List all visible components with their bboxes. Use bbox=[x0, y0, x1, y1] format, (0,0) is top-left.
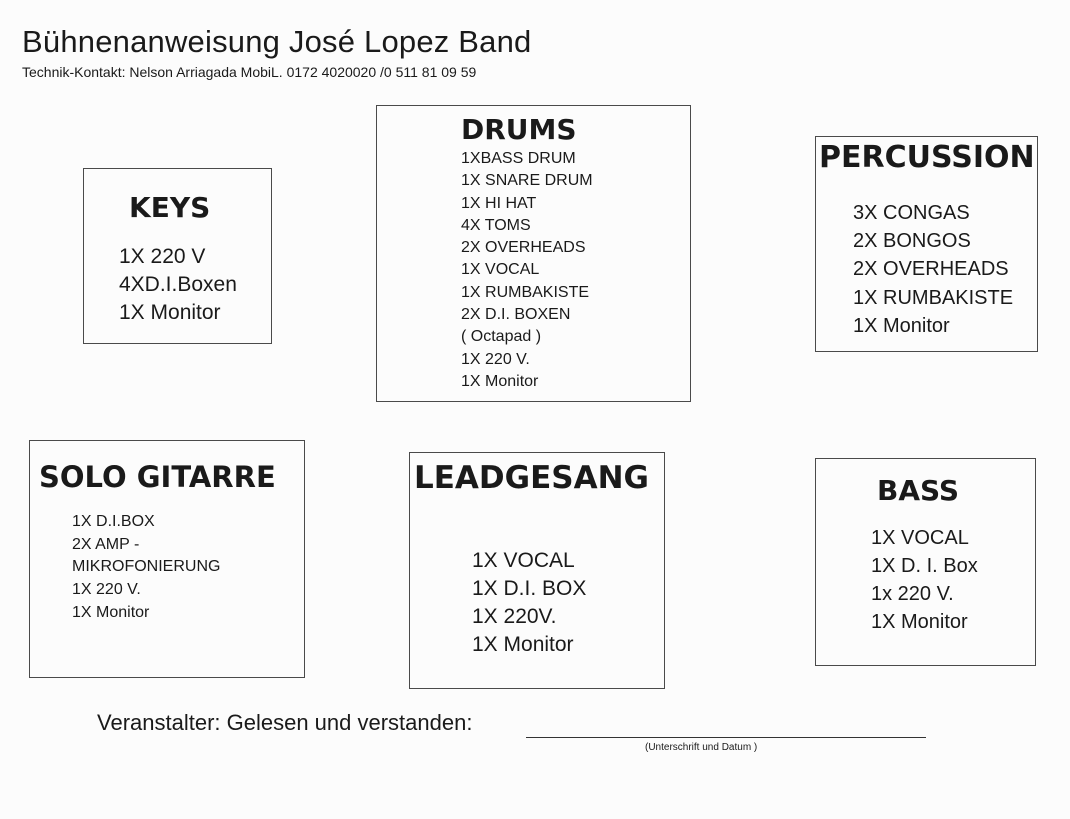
equipment-item: 2X BONGOS bbox=[853, 230, 971, 253]
equipment-list bbox=[871, 524, 978, 636]
equipment-item: 1X RUMBAKISTE bbox=[461, 283, 590, 301]
equipment-item: 1X D.I. BOX bbox=[472, 577, 587, 600]
equipment-item: 2X AMP - bbox=[72, 535, 140, 553]
drums-section bbox=[376, 105, 691, 402]
equipment-item: 1X 220 V bbox=[119, 245, 206, 268]
equipment-item: 1X VOCAL bbox=[461, 261, 540, 279]
technical-contact: Technik-Kontakt: Nelson Arriagada MobiL. 0172 4020020 /0 511 81 09 59 bbox=[22, 64, 477, 80]
document-title: Bühnenanweisung José Lopez Band bbox=[22, 24, 532, 59]
equipment-list bbox=[461, 148, 593, 393]
equipment-item: 1X VOCAL bbox=[472, 549, 575, 572]
section-heading: KEYS bbox=[129, 191, 211, 224]
section-heading: SOLO GITARRE bbox=[39, 460, 276, 494]
signature-caption: (Unterschrift und Datum ) bbox=[645, 742, 758, 753]
equipment-item: 1XBASS DRUM bbox=[461, 150, 576, 167]
percussion-section bbox=[815, 136, 1038, 352]
equipment-item: 1X 220V. bbox=[472, 605, 557, 628]
equipment-item: 2X OVERHEADS bbox=[853, 258, 1009, 281]
equipment-item: 1X Monitor bbox=[853, 314, 950, 337]
equipment-item: 1X Monitor bbox=[119, 301, 221, 324]
equipment-item: 1X 220 V. bbox=[461, 350, 530, 368]
equipment-item: 1X SNARE DRUM bbox=[461, 172, 593, 190]
equipment-item: 1x 220 V. bbox=[871, 583, 954, 605]
equipment-list bbox=[472, 547, 586, 659]
equipment-item: 1X Monitor bbox=[72, 603, 150, 621]
equipment-item: 1X RUMBAKISTE bbox=[853, 286, 1014, 309]
signature-line[interactable] bbox=[526, 737, 926, 738]
equipment-item: 3X CONGAS bbox=[853, 202, 970, 224]
equipment-item: ( Octapad ) bbox=[461, 328, 542, 346]
equipment-item: 1X D. I. Box bbox=[871, 555, 978, 577]
equipment-item: 4XD.I.Boxen bbox=[119, 273, 237, 296]
equipment-item: 4X TOMS bbox=[461, 216, 531, 234]
equipment-item: 1X 220 V. bbox=[72, 581, 141, 599]
equipment-item: 2X D.I. BOXEN bbox=[461, 306, 571, 324]
section-heading: DRUMS bbox=[461, 113, 577, 146]
equipment-item: 1X Monitor bbox=[461, 372, 539, 390]
signature-label: Veranstalter: Gelesen und verstanden: bbox=[97, 710, 473, 735]
keys-section bbox=[83, 168, 272, 344]
equipment-item: MIKROFONIERUNG bbox=[72, 558, 221, 576]
equipment-item: 1X HI HAT bbox=[461, 194, 537, 212]
equipment-item: 1X VOCAL bbox=[871, 527, 969, 549]
equipment-item: 1X Monitor bbox=[871, 611, 968, 633]
leadgesang-section bbox=[409, 452, 665, 689]
equipment-list bbox=[119, 243, 237, 327]
equipment-list bbox=[72, 511, 220, 625]
equipment-item: 1X D.I.BOX bbox=[72, 513, 155, 530]
bass-section bbox=[815, 458, 1036, 666]
solo-gitarre-section bbox=[29, 440, 305, 678]
section-heading: PERCUSSION bbox=[819, 140, 1035, 175]
section-heading: BASS bbox=[877, 474, 960, 507]
equipment-item: 2X OVERHEADS bbox=[461, 239, 586, 257]
equipment-item: 1X Monitor bbox=[472, 633, 574, 656]
section-heading: LEADGESANG bbox=[414, 460, 649, 496]
equipment-list bbox=[853, 199, 1013, 340]
